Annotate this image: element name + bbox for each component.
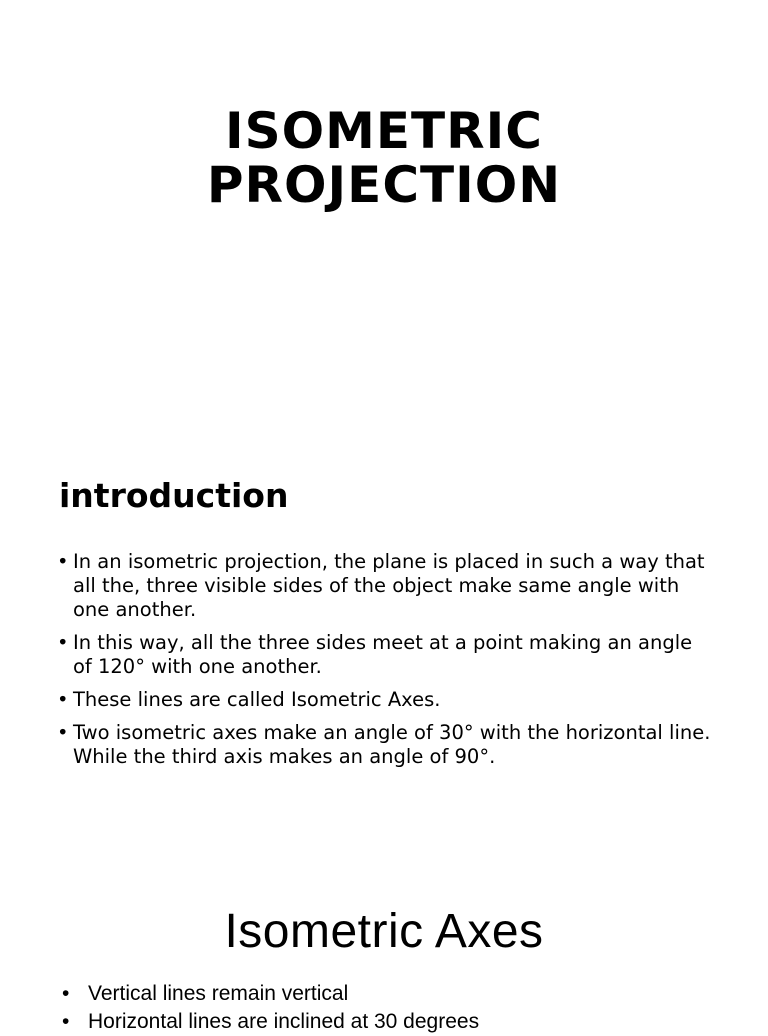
bullet-text: Vertical lines remain vertical <box>88 982 349 1005</box>
title-line-2: PROJECTION <box>206 156 562 214</box>
introduction-slide <box>0 440 768 860</box>
bullet-point-icon: • <box>62 982 70 1005</box>
bullet-item <box>57 550 717 622</box>
bullet-item <box>57 688 717 712</box>
bullet-point-icon: • <box>57 688 69 711</box>
introduction-bullet-list <box>57 550 717 778</box>
bullet-text: Horizontal lines are inclined at 30 degrees <box>88 1010 480 1033</box>
bullet-point-icon: • <box>62 1010 70 1033</box>
bullet-point-icon: • <box>57 550 69 573</box>
bullet-text: In this way, all the three sides meet at a point making an angle of 120° with one another. <box>73 631 693 678</box>
isometric-axes-heading: Isometric Axes <box>224 905 544 958</box>
isometric-axes-slide <box>0 860 768 1033</box>
introduction-heading: introduction <box>59 476 289 515</box>
bullet-item <box>57 721 717 769</box>
bullet-item <box>62 1008 479 1036</box>
bullet-text: Two isometric axes make an angle of 30° with the horizontal line. While the third axis makes an angle of 90°. <box>73 721 711 768</box>
title-line-1: ISOMETRIC <box>225 102 543 160</box>
bullet-item <box>62 980 479 1008</box>
bullet-item <box>57 631 717 679</box>
bullet-text: These lines are called Isometric Axes. <box>73 688 441 711</box>
bullet-point-icon: • <box>57 721 69 744</box>
slide-title <box>0 104 768 212</box>
title-slide <box>0 0 768 440</box>
bullet-point-icon: • <box>57 631 69 654</box>
bullet-text: In an isometric projection, the plane is placed in such a way that all the, three visible sides of the object make same angle with one another. <box>73 550 705 621</box>
isometric-axes-bullet-list <box>62 980 479 1036</box>
